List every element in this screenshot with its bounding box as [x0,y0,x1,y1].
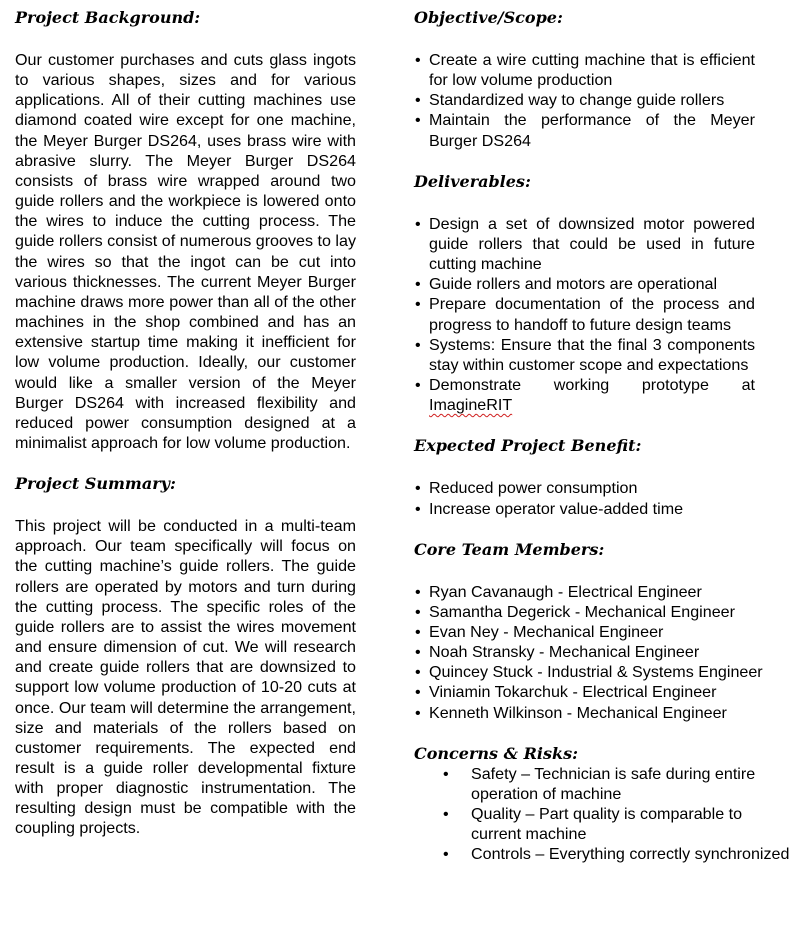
deliverables-heading: Deliverables: [414,171,531,191]
list-item: • Standardized way to change guide rollers [414,90,755,110]
member-separator: - [553,582,568,601]
list-item: • Controls – Everything correctly synchronized [414,844,794,864]
team-member [414,703,794,723]
project-background-heading: Project Background: [15,8,201,27]
list-item: • Design a set of downsized motor powered guide rollers that could be used in future cutting machine [414,214,755,274]
member-role: Electrical Engineer [567,582,702,601]
team-member [414,682,794,702]
list-item: • Prepare documentation of the process and progress to handoff to future design teams [414,294,755,334]
team-members-list [414,582,794,723]
list-item [414,375,755,415]
member-role: Mechanical Engineer [584,602,735,621]
member-separator: - [567,683,583,702]
concerns-list [414,764,794,865]
member-separator: - [562,703,577,722]
project-summary-text: This project will be conducted in a multi-team approach. Our team specifically will focus on the cutting machine’s guide rollers. The guide rollers are operated by motors and turn during the cutting process. The specific roles of the guide rollers are to assist the wires movement and ensure dimension of cut. We will research and create guide rollers that are downsized to support low volume production of 10-20 cuts at once. Our team will determine the arrangement, size and materials of the rollers based on customer requirements. The expected end result is a guide roller developmental fixture with proper diagnostic instrumentation. The resulting design must be compatible with the coupling projects. [15,517,356,838]
member-separator: - [498,622,514,641]
expected-benefit-heading: Expected Project Benefit: [414,436,642,456]
concerns-risks-heading: Concerns & Risks: [414,743,578,763]
member-name: Ryan Cavanaugh [429,582,554,601]
objective-scope-heading: Objective/Scope: [414,8,563,27]
member-name: Samantha Degerick [429,602,571,621]
right-column [414,0,794,865]
deliverables-list [414,214,755,416]
team-member [414,622,794,642]
benefit-list [414,478,794,518]
objective-list [414,50,755,151]
member-separator: - [570,602,585,621]
list-item: • Create a wire cutting machine that is efficient for low volume production [414,50,755,90]
member-separator: - [532,663,548,682]
team-member [414,642,794,662]
deliverable-demo-text: Demonstrate working prototype at [429,376,755,395]
team-member [414,662,794,682]
list-item: • Maintain the performance of the Meyer Burger DS264 [414,110,755,150]
list-item: • Quality – Part quality is comparable to current machine [414,804,794,844]
member-role: Electrical Engineer [582,683,717,702]
member-role: Mechanical Engineer [548,643,700,662]
team-member [414,582,794,602]
core-team-heading: Core Team Members: [414,539,605,559]
project-summary-heading: Project Summary: [15,474,176,494]
list-item: • Safety – Technician is safe during entire operation of machine [414,764,794,804]
member-name: Quincey Stuck [429,663,533,682]
team-member [414,602,794,622]
list-item: • Guide rollers and motors are operational [414,274,755,294]
project-background-text: Our customer purchases and cuts glass ingots to various shapes, sizes and for various applications. All of their cutting machines use diamond coated wire except for one machine, the Meyer Burger DS264, uses brass wire with abrasive slurry. The Meyer Burger DS264 consists of brass wire wrapped around two guide rollers and the workpiece is lowered onto the wires to induce the cutting process. The guide rollers consist of numerous grooves to lay the wires so that the ingot can be cut into various thicknesses. The current Meyer Burger machine draws more power than all of the other machines in the shop combined and has an extensive startup time making it inefficient for low volume production. Ideally, our customer would like a smaller version of the Meyer Burger DS264 with increased flexibility and reduced power consumption designed at a minimalist approach for low volume production. [15,51,356,452]
member-role: Mechanical Engineer [576,703,727,722]
member-role: Mechanical Engineer [513,622,664,641]
member-name: Noah Stransky [429,643,535,662]
member-name: Kenneth Wilkinson [429,703,563,722]
member-role: Industrial & Systems Engineer [547,663,763,682]
member-name: Evan Ney [429,622,499,641]
list-item: • Increase operator value-added time [414,499,794,519]
list-item: • Systems: Ensure that the final 3 components stay within customer scope and expectations [414,335,755,375]
left-column [15,0,356,839]
member-name: Viniamin Tokarchuk [429,683,568,702]
imaginerit-event: ImagineRIT [429,396,513,415]
member-separator: - [534,643,549,662]
list-item: • Reduced power consumption [414,478,794,498]
